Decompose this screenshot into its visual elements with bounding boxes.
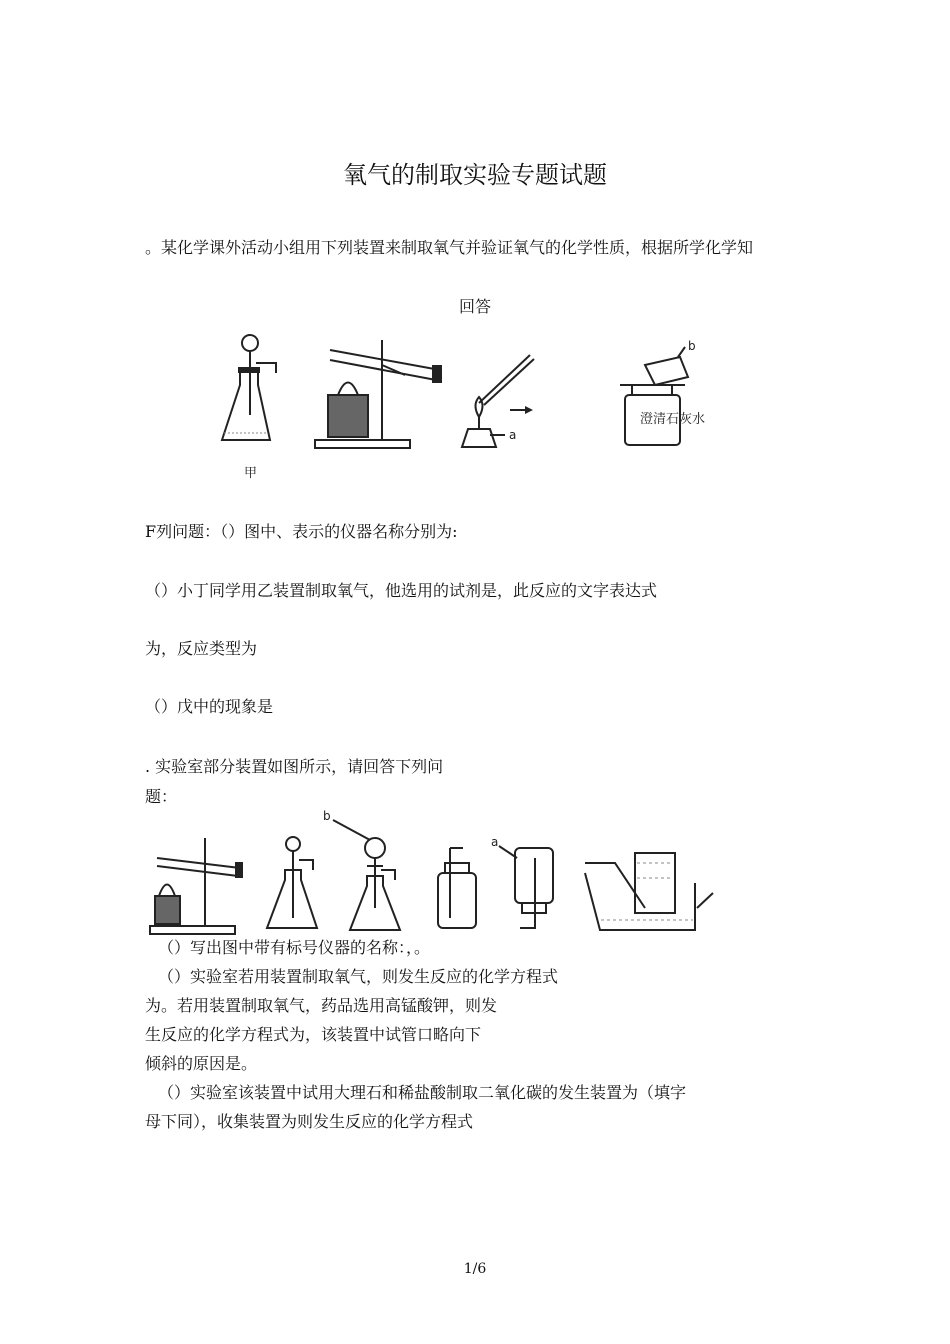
label-a-2: a <box>491 835 499 849</box>
q2-p4: 生反应的化学方程式为，该装置中试管口略向下 <box>145 1025 482 1044</box>
apparatus-a <box>150 838 243 934</box>
q1-intro: 。某化学课外活动小组用下列装置来制取氧气并验证氧气的化学性质，根据所学化学知 <box>145 238 754 257</box>
q1-line2: （）小丁同学用乙装置制取氧气，他选用的试剂是，此反应的文字表达式 <box>145 581 658 600</box>
conical-flask-funnel <box>222 335 276 440</box>
label-limewater: 澄清石灰水 <box>640 412 706 427</box>
q1-apparatus-figure <box>200 325 720 485</box>
limewater-bottle <box>620 339 705 445</box>
q1-intro-cont: 回答 <box>459 297 492 316</box>
q1-line4: （）戊中的现象是 <box>145 697 274 716</box>
q2-p1: （）写出图中带有标号仪器的名称：，。 <box>158 938 431 957</box>
apparatus-d <box>438 848 476 928</box>
apparatus-f <box>585 853 713 930</box>
apparatus-e <box>491 835 553 928</box>
q2-intro: . 实验室部分装置如图所示，请回答下列问 <box>145 757 444 776</box>
q2-p7: 母下同），收集装置为则发生反应的化学方程式 <box>145 1112 474 1131</box>
label-jia: 甲 <box>244 466 258 481</box>
test-tube-heating-setup <box>315 340 442 448</box>
apparatus-b <box>267 837 317 928</box>
q1-line1: F列问题：（）图中、表示的仪器名称分别为: <box>145 522 458 541</box>
label-b-2: b <box>323 809 331 823</box>
q2-p6: （）实验室该装置中试用大理石和稀盐酸制取二氧化碳的发生装置为（填字 <box>158 1083 687 1102</box>
label-a: a <box>509 428 517 442</box>
q2-intro-cont: 题： <box>145 787 178 806</box>
q2-p5: 倾斜的原因是。 <box>145 1054 258 1073</box>
q1-line3: 为，反应类型为 <box>145 639 258 658</box>
q2-p2: （）实验室若用装置制取氧气，则发生反应的化学方程式 <box>158 967 559 986</box>
q2-apparatus-figure <box>145 808 715 938</box>
page-number: 1/6 <box>463 1261 487 1277</box>
q2-p3: 为。若用装置制取氧气，药品选用高锰酸钾，则发 <box>145 996 498 1015</box>
apparatus-c <box>323 809 400 930</box>
label-b: b <box>688 339 696 353</box>
page-title: 氧气的制取实验专题试题 <box>343 161 607 189</box>
combustion-with-tongs <box>462 355 534 447</box>
